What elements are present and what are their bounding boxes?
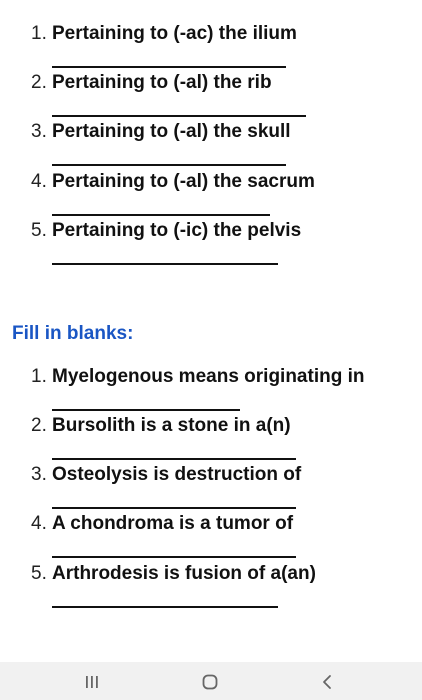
question-text: Osteolysis is destruction of: [52, 464, 302, 485]
list-item: [0, 562, 422, 610]
list-item: [0, 365, 422, 413]
answer-blank[interactable]: [52, 606, 278, 608]
home-icon: [201, 673, 219, 691]
answer-blank[interactable]: [52, 214, 270, 216]
item-number: 4.: [31, 171, 47, 192]
answer-blank[interactable]: [52, 115, 306, 117]
back-icon: [320, 674, 336, 690]
section-heading: Fill in blanks:: [12, 323, 134, 344]
question-text: Myelogenous means originating in: [52, 366, 365, 387]
list-item: [0, 71, 422, 119]
item-number: 3.: [31, 464, 47, 485]
list-item: [0, 170, 422, 218]
list-item: [0, 22, 422, 70]
list-item: [0, 219, 422, 267]
list-item: [0, 414, 422, 462]
list-item: [0, 120, 422, 168]
answer-blank[interactable]: [52, 409, 240, 411]
item-number: 2.: [31, 415, 47, 436]
item-number: 1.: [31, 23, 47, 44]
question-text: Pertaining to (-al) the skull: [52, 121, 291, 142]
question-text: Pertaining to (-al) the sacrum: [52, 171, 315, 192]
item-number: 5.: [31, 563, 47, 584]
recent-apps-button[interactable]: [72, 668, 112, 696]
answer-blank[interactable]: [52, 556, 296, 558]
question-text: Pertaining to (-al) the rib: [52, 72, 272, 93]
answer-blank[interactable]: [52, 458, 296, 460]
answer-blank[interactable]: [52, 66, 286, 68]
item-number: 1.: [31, 366, 47, 387]
question-text: Bursolith is a stone in a(n): [52, 415, 291, 436]
question-text: Pertaining to (-ac) the ilium: [52, 23, 297, 44]
question-text: Arthrodesis is fusion of a(an): [52, 563, 316, 584]
list-item: [0, 512, 422, 560]
item-number: 5.: [31, 220, 47, 241]
answer-blank[interactable]: [52, 164, 286, 166]
recent-apps-icon: [84, 674, 100, 690]
question-text: A chondroma is a tumor of: [52, 513, 294, 534]
home-button[interactable]: [190, 668, 230, 696]
back-button[interactable]: [308, 668, 348, 696]
answer-blank[interactable]: [52, 263, 278, 265]
system-navigation-bar: [0, 662, 422, 700]
item-number: 2.: [31, 72, 47, 93]
answer-blank[interactable]: [52, 507, 296, 509]
item-number: 3.: [31, 121, 47, 142]
item-number: 4.: [31, 513, 47, 534]
question-text: Pertaining to (-ic) the pelvis: [52, 220, 302, 241]
list-item: [0, 463, 422, 511]
